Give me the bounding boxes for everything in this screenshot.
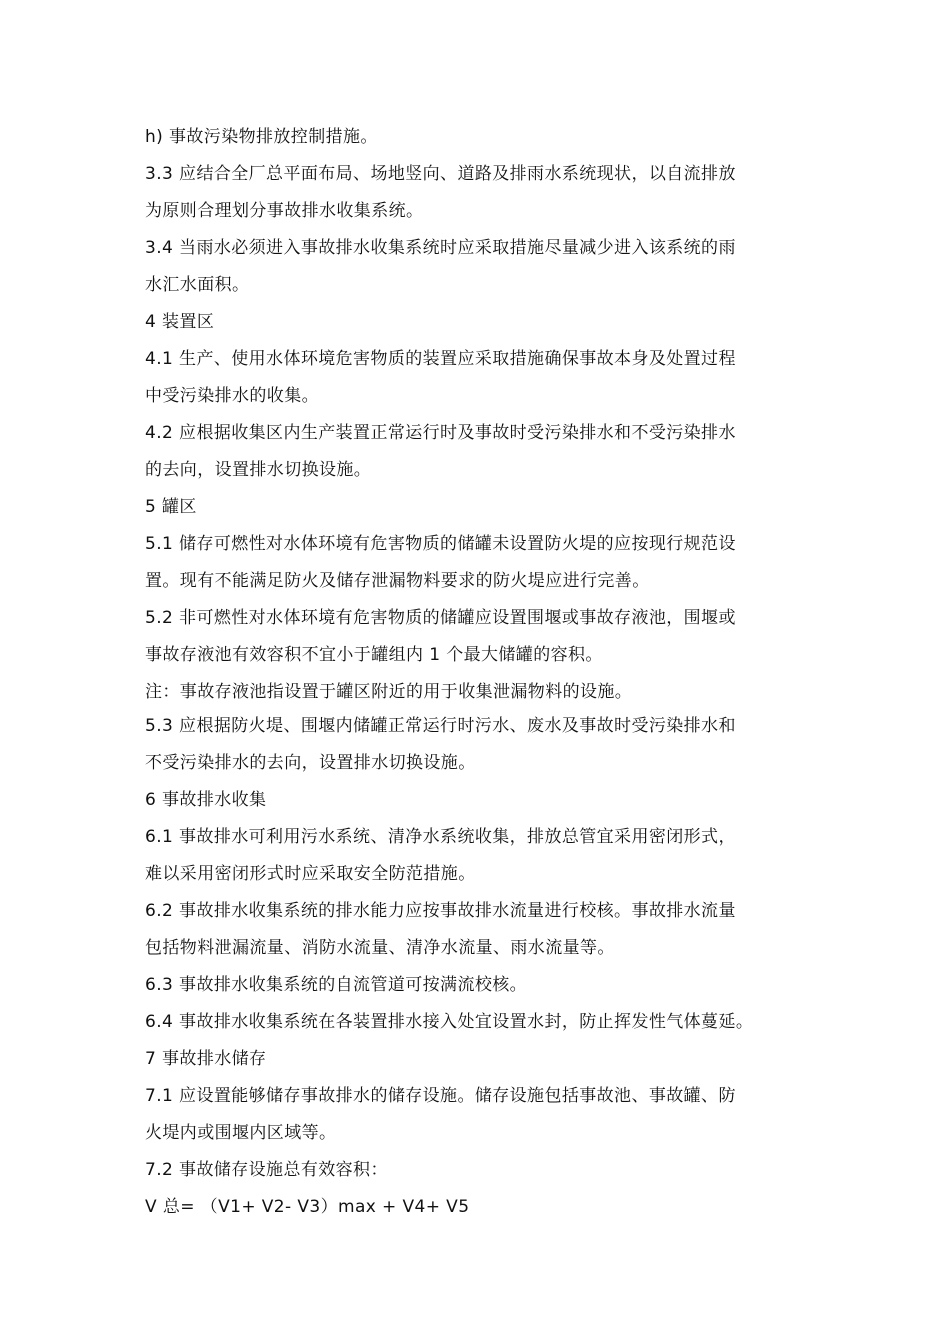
text-line: 3.3 应结合全厂总平面布局、场地竖向、道路及排雨水系统现状，以自流排放 [145, 164, 736, 184]
text-line: 6.4 事故排水收集系统在各装置排水接入处宜设置水封，防止挥发性气体蔓延。 [145, 1012, 754, 1032]
note-line: 注：事故存液池指设置于罐区附近的用于收集泄漏物料的设施。 [145, 682, 633, 702]
text-line: 包括物料泄漏流量、消防水流量、清净水流量、雨水流量等。 [145, 938, 615, 958]
text-line: 事故存液池有效容积不宜小于罐组内 1 个最大储罐的容积。 [145, 645, 603, 665]
text-line: 的去向，设置排水切换设施。 [145, 460, 372, 480]
text-line: 6.3 事故排水收集系统的自流管道可按满流校核。 [145, 975, 528, 995]
text-line: 6.1 事故排水可利用污水系统、清净水系统收集，排放总管宜采用密闭形式， [145, 827, 736, 847]
text-line: 不受污染排水的去向，设置排水切换设施。 [145, 753, 476, 773]
text-line: 4.1 生产、使用水体环境危害物质的装置应采取措施确保事故本身及处置过程 [145, 349, 736, 369]
text-line: 水汇水面积。 [145, 275, 250, 295]
text-line: 5.2 非可燃性对水体环境有危害物质的储罐应设置围堰或事故存液池，围堰或 [145, 608, 736, 628]
text-line: 7.1 应设置能够储存事故排水的储存设施。储存设施包括事故池、事故罐、防 [145, 1086, 736, 1106]
text-line: 4.2 应根据收集区内生产装置正常运行时及事故时受污染排水和不受污染排水 [145, 423, 736, 443]
text-line: 7.2 事故储存设施总有效容积： [145, 1160, 388, 1180]
text-line: 中受污染排水的收集。 [145, 386, 319, 406]
formula-line: V 总= （V1+ V2- V3）max + V4+ V5 [145, 1197, 470, 1217]
section-heading: 5 罐区 [145, 497, 197, 517]
text-line: 为原则合理划分事故排水收集系统。 [145, 201, 424, 221]
section-heading: 6 事故排水收集 [145, 790, 267, 810]
text-line: 5.3 应根据防火堤、围堰内储罐正常运行时污水、废水及事故时受污染排水和 [145, 716, 736, 736]
section-heading: 4 装置区 [145, 312, 215, 332]
text-line: 5.1 储存可燃性对水体环境有危害物质的储罐未设置防火堤的应按现行规范设 [145, 534, 736, 554]
text-line: 6.2 事故排水收集系统的排水能力应按事故排水流量进行校核。事故排水流量 [145, 901, 736, 921]
text-line: 置。现有不能满足防火及储存泄漏物料要求的防火堤应进行完善。 [145, 571, 650, 591]
text-line: h) 事故污染物排放控制措施。 [145, 127, 378, 147]
text-line: 火堤内或围堰内区域等。 [145, 1123, 337, 1143]
section-heading: 7 事故排水储存 [145, 1049, 267, 1069]
text-line: 难以采用密闭形式时应采取安全防范措施。 [145, 864, 476, 884]
text-line: 3.4 当雨水必须进入事故排水收集系统时应采取措施尽量减少进入该系统的雨 [145, 238, 736, 258]
